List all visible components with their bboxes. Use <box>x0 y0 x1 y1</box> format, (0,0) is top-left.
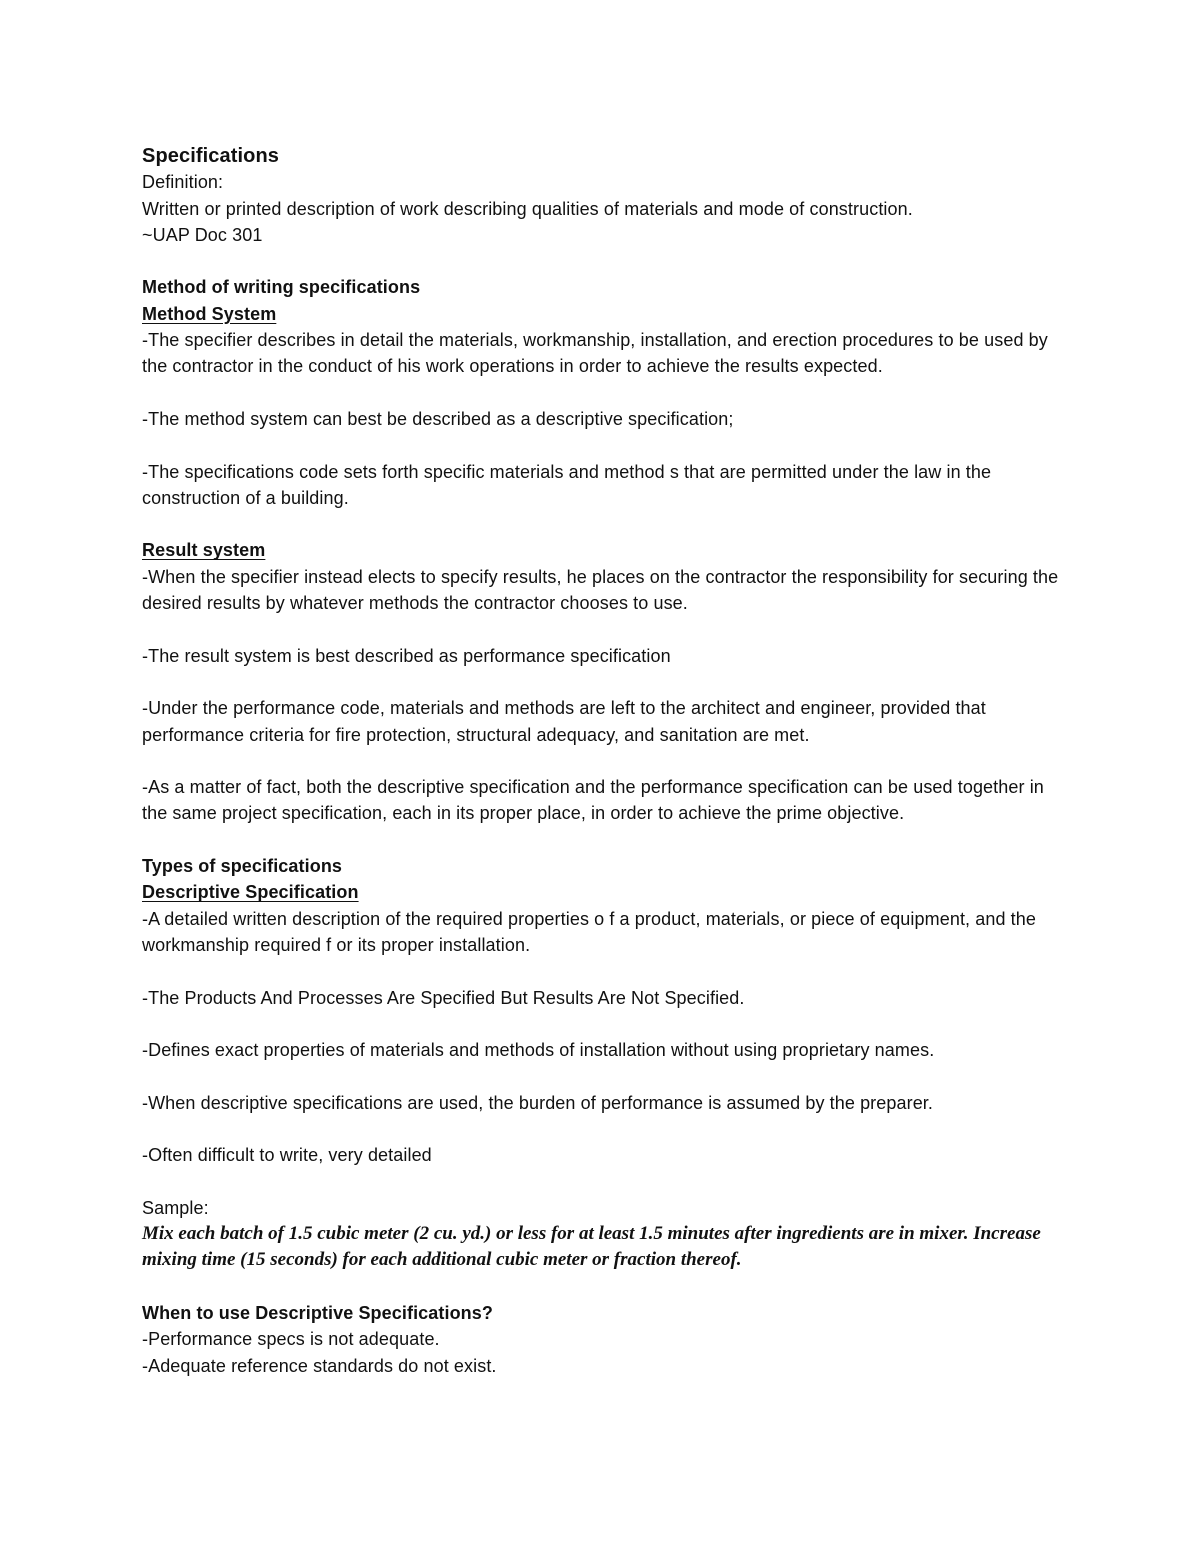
section-heading-when-to-use: When to use Descriptive Specifications? <box>142 1303 493 1324</box>
paragraph: -The Products And Processes Are Specified But Results Are Not Specified. <box>142 987 745 1008</box>
spacer <box>142 1116 1072 1142</box>
section-heading-method-of-writing: Method of writing specifications <box>142 277 421 298</box>
sample-text: Mix each batch of 1.5 cubic meter (2 cu. yd.) or less for at least 1.5 minutes after ingredients are in mixer. Increase mixing time (15 seconds) for each additional cubic meter or fraction thereof. <box>142 1223 1041 1271</box>
spacer <box>142 958 1072 984</box>
paragraph: -The method system can best be described as a descriptive specification; <box>142 408 734 429</box>
paragraph: -The result system is best described as performance specification <box>142 645 671 666</box>
spacer <box>142 669 1072 695</box>
paragraph: -The specifications code sets forth specific materials and method s that are permitted under the law in the construction of a building. <box>142 461 992 508</box>
spacer <box>142 248 1072 274</box>
spacer <box>142 827 1072 853</box>
paragraph: -As a matter of fact, both the descriptive specification and the performance specification can be used together in the same project specification, each in its proper place, in order to achieve the prime objective. <box>142 777 1044 824</box>
subheading-method-system: Method System <box>142 303 277 324</box>
subheading-descriptive-specification: Descriptive Specification <box>142 882 359 903</box>
paragraph: -Defines exact properties of materials and methods of installation without using proprietary names. <box>142 1040 935 1061</box>
paragraph: -The specifier describes in detail the materials, workmanship, installation, and erection procedures to be used by the contractor in the conduct of his work operations in order to achieve the results expected. <box>142 330 1048 377</box>
definition-text: Written or printed description of work describing qualities of materials and mode of construction. <box>142 198 913 219</box>
paragraph: -Under the performance code, materials and methods are left to the architect and engineer, provided that performance criteria for fire protection, structural adequacy, and sanitation are met. <box>142 698 986 745</box>
subheading-result-system: Result system <box>142 540 266 561</box>
paragraph: -Often difficult to write, very detailed <box>142 1145 432 1166</box>
list-item: -Performance specs is not adequate. <box>142 1329 440 1350</box>
spacer <box>142 748 1072 774</box>
paragraph: -A detailed written description of the required properties o f a product, materials, or piece of equipment, and the workmanship required f or its proper installation. <box>142 908 1036 955</box>
spacer <box>142 1011 1072 1037</box>
definition-source: ~UAP Doc 301 <box>142 224 263 245</box>
definition-label: Definition: <box>142 172 224 193</box>
paragraph: -When descriptive specifications are used, the burden of performance is assumed by the preparer. <box>142 1092 934 1113</box>
spacer <box>142 616 1072 642</box>
spacer <box>142 511 1072 537</box>
section-heading-types: Types of specifications <box>142 856 343 877</box>
document-body <box>142 143 1072 1379</box>
spacer <box>142 1169 1072 1195</box>
document-title: Specifications <box>142 145 279 167</box>
spacer <box>142 1274 1072 1300</box>
list-item: -Adequate reference standards do not exist. <box>142 1355 497 1376</box>
sample-label: Sample: <box>142 1197 209 1218</box>
spacer <box>142 432 1072 458</box>
spacer <box>142 1063 1072 1089</box>
paragraph: -When the specifier instead elects to specify results, he places on the contractor the responsibility for securing the desired results by whatever methods the contractor chooses to use. <box>142 566 1059 614</box>
spacer <box>142 380 1072 406</box>
